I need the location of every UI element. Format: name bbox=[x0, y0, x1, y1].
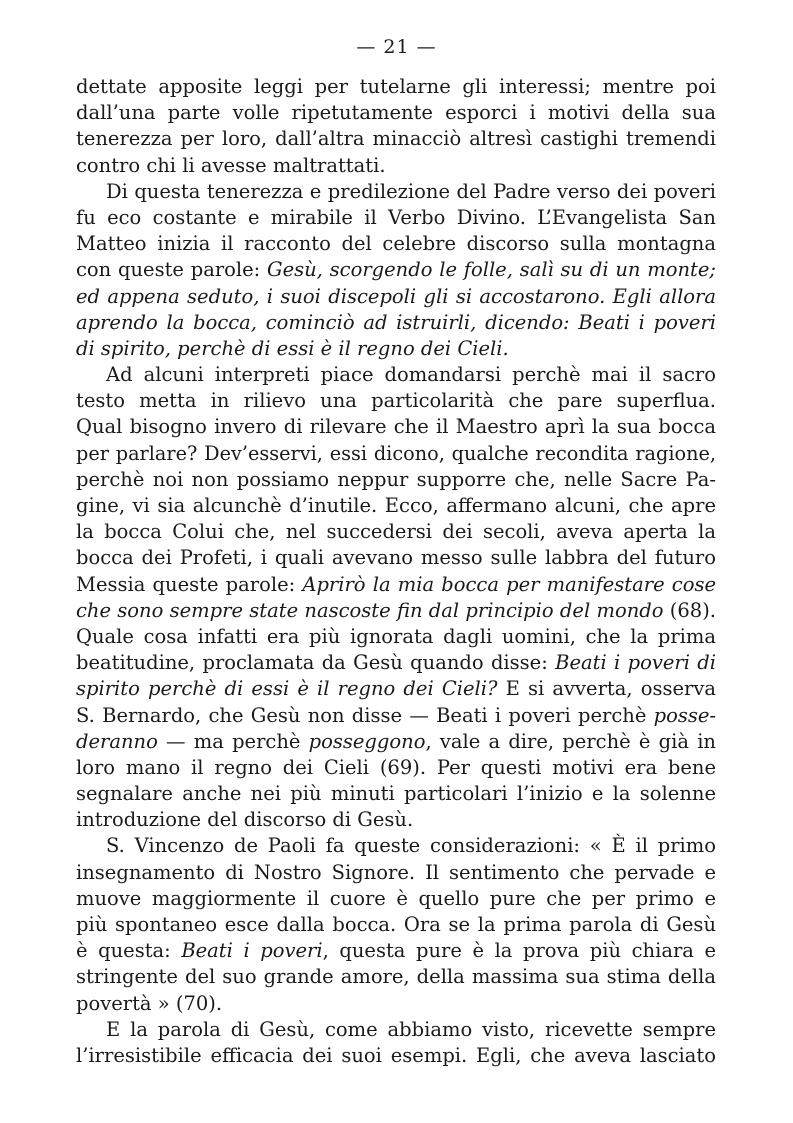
text-line bbox=[76, 807, 716, 833]
text-line bbox=[76, 703, 716, 729]
text-line bbox=[76, 362, 716, 388]
italic-text-span: deranno bbox=[76, 729, 158, 753]
text-line bbox=[76, 284, 716, 310]
text-line bbox=[76, 781, 716, 807]
italic-text-span: aprendo la bocca, cominciò ad istruirli, dicendo: Beati i poveri bbox=[76, 310, 716, 334]
text-line bbox=[76, 572, 716, 598]
text-span: Matteo inizia il racconto del celebre discorso sulla montagna bbox=[76, 232, 716, 256]
text-span: — ma perchè bbox=[157, 729, 309, 753]
text-span: testo metta in rilievo una particolarità che pare superflua. bbox=[76, 389, 716, 413]
text-line bbox=[76, 310, 716, 336]
text-span: , questa pure è la prova più chiara e bbox=[322, 939, 716, 963]
text-span: più spontaneo esce dalla bocca. Ora se la prima parola di Gesù bbox=[76, 913, 716, 936]
italic-text-span: ed appena seduto, i suoi discepoli gli si accostarono. Egli allora bbox=[76, 284, 716, 308]
text-line bbox=[76, 205, 716, 231]
text-line bbox=[76, 414, 716, 440]
text-span: è questa: bbox=[76, 939, 182, 963]
text-line bbox=[76, 100, 716, 126]
text-span: l’irresistibile efficacia dei suoi esempi. Egli, che aveva lasciato bbox=[76, 1043, 716, 1067]
text-line bbox=[76, 493, 716, 519]
italic-text-span: di spirito, perchè di essi è il regno dei Cieli. bbox=[76, 336, 509, 360]
text-span: beatitudine, proclamata da Gesù quando disse: bbox=[76, 651, 556, 675]
italic-text-span: che sono sempre state nascoste fin dal principio del mondo bbox=[76, 598, 664, 622]
text-line bbox=[76, 179, 716, 205]
text-line bbox=[76, 74, 716, 100]
text-line bbox=[76, 624, 716, 650]
text-span: insegnamento di Nostro Signore. Il sentimento che pervade e bbox=[76, 860, 716, 884]
text-line bbox=[76, 676, 716, 702]
text-line bbox=[76, 650, 716, 676]
text-span: dettate apposite leggi per tutelarne gli interessi; mentre poi bbox=[76, 75, 716, 98]
text-line bbox=[76, 336, 716, 362]
text-line bbox=[76, 388, 716, 414]
text-span: stringente del suo grande amore, della massima sua stima della bbox=[76, 965, 716, 989]
text-span: , vale a dire, perchè è già in bbox=[425, 729, 716, 753]
text-span: S. Bernardo, che Gesù non disse — Beati i poveri perchè bbox=[76, 703, 654, 727]
text-line bbox=[76, 598, 716, 624]
text-line bbox=[76, 519, 716, 545]
text-span: segnalare anche nei più minuti particolari l’inizio e la solenne bbox=[76, 782, 716, 806]
text-span: per parlare? Dev’esservi, essi dicono, qualche recondita ragione, bbox=[76, 441, 716, 465]
italic-text-span: posseggono bbox=[308, 729, 426, 753]
text-span: con queste parole: bbox=[76, 258, 267, 282]
text-line bbox=[76, 257, 716, 283]
text-line bbox=[76, 467, 716, 493]
text-span: gine, vi sia alcunchè d’inutile. Ecco, affermano alcuni, che apre bbox=[76, 494, 716, 517]
italic-text-span: Aprirò la mia bocca per manifestare cose bbox=[302, 572, 716, 596]
text-span: E si avverta, osserva bbox=[497, 677, 716, 701]
text-span: bocca dei Profeti, i quali avevano messo sulle labbra del futuro bbox=[76, 546, 716, 570]
text-line bbox=[76, 991, 716, 1017]
page-number: — 21 — bbox=[356, 36, 437, 58]
text-span: fu eco costante e mirabile il Verbo Divino. L’Evangelista San bbox=[76, 205, 716, 229]
text-line bbox=[76, 938, 716, 964]
text-span: Qual bisogno invero di rilevare che il Maestro aprì la sua bocca bbox=[76, 415, 716, 439]
text-line bbox=[76, 833, 716, 859]
text-span: loro mano il regno dei Cieli (69). Per questi motivi era bene bbox=[76, 755, 716, 779]
text-line bbox=[76, 860, 716, 886]
text-span: E la parola di Gesù, come abbiamo visto, ricevette sempre bbox=[106, 1017, 716, 1041]
text-line bbox=[76, 545, 716, 571]
text-line bbox=[76, 126, 716, 152]
text-span: contro chi li avesse maltrattati. bbox=[76, 153, 386, 177]
text-span: tenerezza per loro, dall’altra minacciò altresì castighi tremendi bbox=[76, 127, 716, 151]
text-span: (68). bbox=[663, 598, 716, 622]
text-line bbox=[76, 912, 716, 938]
body-text bbox=[76, 74, 716, 1069]
text-line bbox=[76, 231, 716, 257]
text-span: muove maggiormente il cuore è quello pure che per primo e bbox=[76, 886, 716, 910]
text-line bbox=[76, 153, 716, 179]
text-line bbox=[76, 886, 716, 912]
text-line bbox=[76, 755, 716, 781]
text-span: introduzione del discorso di Gesù. bbox=[76, 808, 414, 832]
italic-text-span: Beati i poveri di bbox=[555, 651, 716, 675]
text-span: S. Vincenzo de Paoli fa queste considerazioni: « È il primo bbox=[106, 834, 716, 858]
text-span: Ad alcuni interpreti piace domandarsi perchè mai il sacro bbox=[106, 363, 716, 387]
text-span: Quale cosa infatti era più ignorata dagli uomini, che la prima bbox=[76, 624, 716, 648]
text-line bbox=[76, 729, 716, 755]
text-line bbox=[76, 1017, 716, 1043]
italic-text-span: spirito perchè di essi è il regno dei Cieli? bbox=[76, 677, 498, 701]
text-span: povertà » (70). bbox=[76, 991, 223, 1015]
text-span: Di questa tenerezza e predilezione del Padre verso dei poveri bbox=[106, 179, 716, 203]
text-span: perchè noi non possiamo neppur supporre che, nelle Sacre Pa- bbox=[76, 467, 716, 491]
text-span: la bocca Colui che, nel succedersi dei secoli, aveva aperta la bbox=[76, 520, 716, 544]
text-line bbox=[76, 1043, 716, 1069]
text-line bbox=[76, 964, 716, 990]
text-span: dall’una parte volle ripetutamente esporci i motivi della sua bbox=[76, 101, 716, 125]
italic-text-span: Beati i poveri bbox=[181, 939, 323, 963]
text-line bbox=[76, 441, 716, 467]
text-span: Messia queste parole: bbox=[76, 572, 303, 596]
italic-text-span: posse- bbox=[653, 703, 716, 727]
italic-text-span: Gesù, scorgendo le folle, salì su di un monte; bbox=[267, 258, 716, 282]
